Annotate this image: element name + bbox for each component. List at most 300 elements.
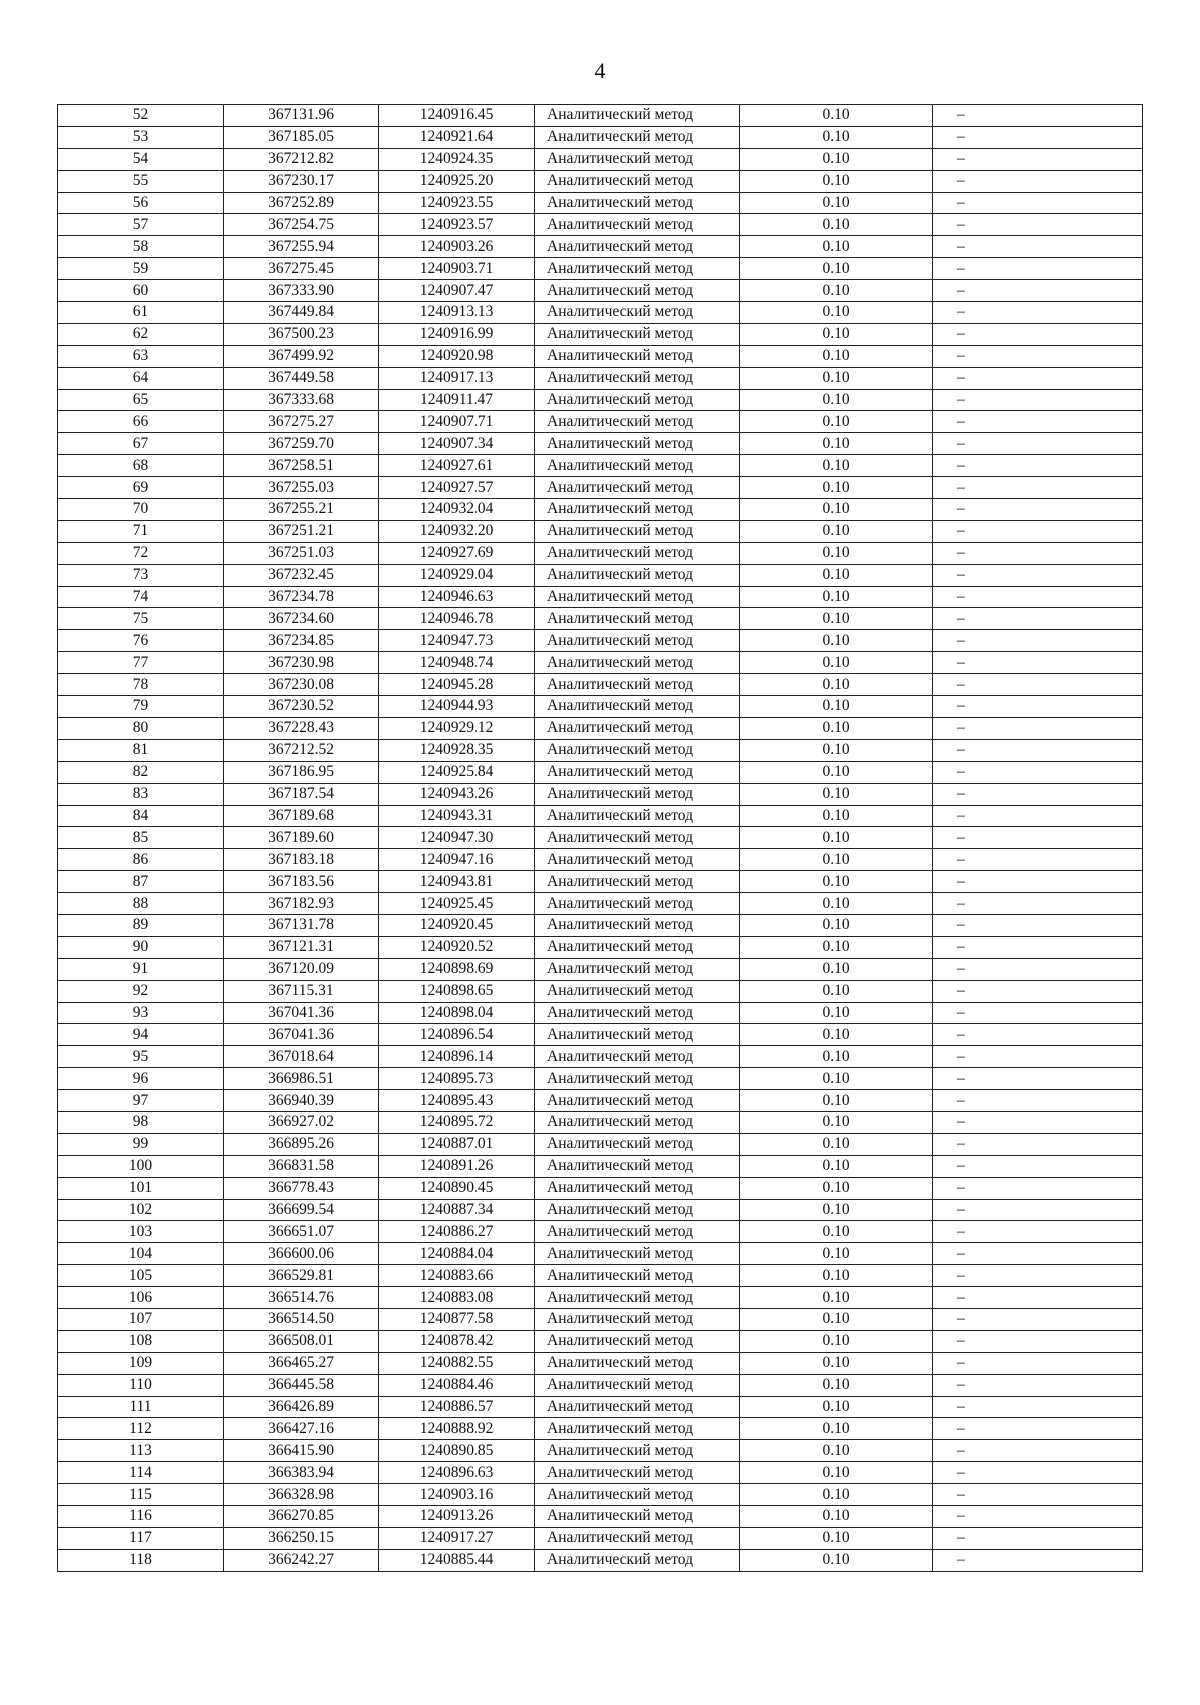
x-coordinate-cell: 366651.07 — [224, 1221, 379, 1243]
note-cell: – — [933, 1243, 1143, 1265]
note-cell: – — [933, 389, 1143, 411]
method-cell: Аналитический метод — [535, 1024, 740, 1046]
y-coordinate-cell: 1240888.92 — [379, 1418, 535, 1440]
point-number-cell: 95 — [58, 1046, 224, 1068]
y-coordinate-cell: 1240895.73 — [379, 1068, 535, 1090]
accuracy-cell: 0.10 — [740, 1484, 933, 1506]
x-coordinate-cell: 366426.89 — [224, 1396, 379, 1418]
method-cell: Аналитический метод — [535, 1111, 740, 1133]
y-coordinate-cell: 1240917.27 — [379, 1527, 535, 1549]
point-number-cell: 79 — [58, 696, 224, 718]
x-coordinate-cell: 367255.94 — [224, 236, 379, 258]
accuracy-cell: 0.10 — [740, 1024, 933, 1046]
point-number-cell: 71 — [58, 520, 224, 542]
method-cell: Аналитический метод — [535, 914, 740, 936]
y-coordinate-cell: 1240920.52 — [379, 936, 535, 958]
x-coordinate-cell: 367186.95 — [224, 761, 379, 783]
method-cell: Аналитический метод — [535, 608, 740, 630]
x-coordinate-cell: 366415.90 — [224, 1440, 379, 1462]
note-cell: – — [933, 674, 1143, 696]
table-row — [58, 674, 1143, 696]
y-coordinate-cell: 1240891.26 — [379, 1155, 535, 1177]
y-coordinate-cell: 1240920.98 — [379, 345, 535, 367]
y-coordinate-cell: 1240916.45 — [379, 105, 535, 127]
table-row — [58, 1133, 1143, 1155]
accuracy-cell: 0.10 — [740, 1002, 933, 1024]
table-row — [58, 1527, 1143, 1549]
x-coordinate-cell: 367230.08 — [224, 674, 379, 696]
accuracy-cell: 0.10 — [740, 1133, 933, 1155]
accuracy-cell: 0.10 — [740, 980, 933, 1002]
point-number-cell: 117 — [58, 1527, 224, 1549]
point-number-cell: 72 — [58, 542, 224, 564]
x-coordinate-cell: 366831.58 — [224, 1155, 379, 1177]
table-row — [58, 936, 1143, 958]
point-number-cell: 84 — [58, 805, 224, 827]
note-cell: – — [933, 1177, 1143, 1199]
accuracy-cell: 0.10 — [740, 1330, 933, 1352]
method-cell: Аналитический метод — [535, 1418, 740, 1440]
y-coordinate-cell: 1240943.81 — [379, 871, 535, 893]
accuracy-cell: 0.10 — [740, 936, 933, 958]
method-cell: Аналитический метод — [535, 827, 740, 849]
x-coordinate-cell: 366508.01 — [224, 1330, 379, 1352]
x-coordinate-cell: 366529.81 — [224, 1265, 379, 1287]
x-coordinate-cell: 367254.75 — [224, 214, 379, 236]
table-row — [58, 717, 1143, 739]
x-coordinate-cell: 367234.60 — [224, 608, 379, 630]
point-number-cell: 86 — [58, 849, 224, 871]
accuracy-cell: 0.10 — [740, 1396, 933, 1418]
point-number-cell: 53 — [58, 126, 224, 148]
method-cell: Аналитический метод — [535, 170, 740, 192]
y-coordinate-cell: 1240890.85 — [379, 1440, 535, 1462]
method-cell: Аналитический метод — [535, 1287, 740, 1309]
method-cell: Аналитический метод — [535, 652, 740, 674]
note-cell: – — [933, 280, 1143, 302]
accuracy-cell: 0.10 — [740, 1352, 933, 1374]
table-row — [58, 411, 1143, 433]
note-cell: – — [933, 1330, 1143, 1352]
x-coordinate-cell: 366427.16 — [224, 1418, 379, 1440]
method-cell: Аналитический метод — [535, 433, 740, 455]
point-number-cell: 70 — [58, 499, 224, 521]
table-row — [58, 1024, 1143, 1046]
note-cell: – — [933, 1090, 1143, 1112]
table-row — [58, 236, 1143, 258]
y-coordinate-cell: 1240885.44 — [379, 1549, 535, 1571]
method-cell: Аналитический метод — [535, 630, 740, 652]
note-cell: – — [933, 630, 1143, 652]
table-row — [58, 586, 1143, 608]
method-cell: Аналитический метод — [535, 1221, 740, 1243]
y-coordinate-cell: 1240947.30 — [379, 827, 535, 849]
accuracy-cell: 0.10 — [740, 783, 933, 805]
note-cell: – — [933, 499, 1143, 521]
method-cell: Аналитический метод — [535, 280, 740, 302]
point-number-cell: 75 — [58, 608, 224, 630]
table-row — [58, 1243, 1143, 1265]
table-body — [58, 105, 1143, 1572]
x-coordinate-cell: 366600.06 — [224, 1243, 379, 1265]
table-row — [58, 148, 1143, 170]
y-coordinate-cell: 1240896.14 — [379, 1046, 535, 1068]
y-coordinate-cell: 1240946.63 — [379, 586, 535, 608]
point-number-cell: 69 — [58, 477, 224, 499]
table-row — [58, 389, 1143, 411]
note-cell: – — [933, 608, 1143, 630]
method-cell: Аналитический метод — [535, 1155, 740, 1177]
x-coordinate-cell: 366514.76 — [224, 1287, 379, 1309]
y-coordinate-cell: 1240925.45 — [379, 893, 535, 915]
note-cell: – — [933, 345, 1143, 367]
table-row — [58, 1199, 1143, 1221]
y-coordinate-cell: 1240882.55 — [379, 1352, 535, 1374]
point-number-cell: 104 — [58, 1243, 224, 1265]
note-cell: – — [933, 1155, 1143, 1177]
method-cell: Аналитический метод — [535, 1199, 740, 1221]
y-coordinate-cell: 1240947.16 — [379, 849, 535, 871]
y-coordinate-cell: 1240927.61 — [379, 455, 535, 477]
x-coordinate-cell: 367499.92 — [224, 345, 379, 367]
y-coordinate-cell: 1240878.42 — [379, 1330, 535, 1352]
accuracy-cell: 0.10 — [740, 1527, 933, 1549]
method-cell: Аналитический метод — [535, 411, 740, 433]
y-coordinate-cell: 1240946.78 — [379, 608, 535, 630]
table-row — [58, 1418, 1143, 1440]
method-cell: Аналитический метод — [535, 1549, 740, 1571]
y-coordinate-cell: 1240925.84 — [379, 761, 535, 783]
note-cell: – — [933, 477, 1143, 499]
table-row — [58, 739, 1143, 761]
method-cell: Аналитический метод — [535, 739, 740, 761]
point-number-cell: 83 — [58, 783, 224, 805]
accuracy-cell: 0.10 — [740, 1265, 933, 1287]
accuracy-cell: 0.10 — [740, 761, 933, 783]
table-row — [58, 1002, 1143, 1024]
y-coordinate-cell: 1240883.66 — [379, 1265, 535, 1287]
x-coordinate-cell: 367234.85 — [224, 630, 379, 652]
table-row — [58, 893, 1143, 915]
method-cell: Аналитический метод — [535, 980, 740, 1002]
accuracy-cell: 0.10 — [740, 280, 933, 302]
note-cell: – — [933, 323, 1143, 345]
note-cell: – — [933, 433, 1143, 455]
accuracy-cell: 0.10 — [740, 1199, 933, 1221]
note-cell: – — [933, 214, 1143, 236]
y-coordinate-cell: 1240886.57 — [379, 1396, 535, 1418]
note-cell: – — [933, 302, 1143, 324]
table-row — [58, 564, 1143, 586]
x-coordinate-cell: 367131.78 — [224, 914, 379, 936]
x-coordinate-cell: 367212.82 — [224, 148, 379, 170]
point-number-cell: 59 — [58, 258, 224, 280]
table-row — [58, 1308, 1143, 1330]
accuracy-cell: 0.10 — [740, 367, 933, 389]
table-row — [58, 280, 1143, 302]
y-coordinate-cell: 1240887.34 — [379, 1199, 535, 1221]
y-coordinate-cell: 1240932.20 — [379, 520, 535, 542]
x-coordinate-cell: 367275.27 — [224, 411, 379, 433]
note-cell: – — [933, 739, 1143, 761]
method-cell: Аналитический метод — [535, 1396, 740, 1418]
point-number-cell: 82 — [58, 761, 224, 783]
accuracy-cell: 0.10 — [740, 170, 933, 192]
x-coordinate-cell: 367187.54 — [224, 783, 379, 805]
y-coordinate-cell: 1240898.69 — [379, 958, 535, 980]
method-cell: Аналитический метод — [535, 958, 740, 980]
note-cell: – — [933, 1440, 1143, 1462]
accuracy-cell: 0.10 — [740, 1155, 933, 1177]
accuracy-cell: 0.10 — [740, 1177, 933, 1199]
method-cell: Аналитический метод — [535, 499, 740, 521]
accuracy-cell: 0.10 — [740, 1111, 933, 1133]
note-cell: – — [933, 105, 1143, 127]
x-coordinate-cell: 367251.21 — [224, 520, 379, 542]
x-coordinate-cell: 366986.51 — [224, 1068, 379, 1090]
note-cell: – — [933, 411, 1143, 433]
x-coordinate-cell: 367115.31 — [224, 980, 379, 1002]
method-cell: Аналитический метод — [535, 893, 740, 915]
note-cell: – — [933, 1374, 1143, 1396]
x-coordinate-cell: 367255.21 — [224, 499, 379, 521]
point-number-cell: 101 — [58, 1177, 224, 1199]
note-cell: – — [933, 542, 1143, 564]
y-coordinate-cell: 1240928.35 — [379, 739, 535, 761]
table-row — [58, 805, 1143, 827]
method-cell: Аналитический метод — [535, 236, 740, 258]
table-row — [58, 1440, 1143, 1462]
note-cell: – — [933, 1199, 1143, 1221]
method-cell: Аналитический метод — [535, 192, 740, 214]
point-number-cell: 90 — [58, 936, 224, 958]
accuracy-cell: 0.10 — [740, 236, 933, 258]
x-coordinate-cell: 367230.52 — [224, 696, 379, 718]
y-coordinate-cell: 1240896.63 — [379, 1462, 535, 1484]
method-cell: Аналитический метод — [535, 258, 740, 280]
y-coordinate-cell: 1240944.93 — [379, 696, 535, 718]
note-cell: – — [933, 1024, 1143, 1046]
note-cell: – — [933, 652, 1143, 674]
accuracy-cell: 0.10 — [740, 717, 933, 739]
accuracy-cell: 0.10 — [740, 739, 933, 761]
note-cell: – — [933, 258, 1143, 280]
accuracy-cell: 0.10 — [740, 1243, 933, 1265]
method-cell: Аналитический метод — [535, 1462, 740, 1484]
point-number-cell: 56 — [58, 192, 224, 214]
accuracy-cell: 0.10 — [740, 323, 933, 345]
table-row — [58, 170, 1143, 192]
point-number-cell: 65 — [58, 389, 224, 411]
table-row — [58, 980, 1143, 1002]
note-cell: – — [933, 170, 1143, 192]
x-coordinate-cell: 367182.93 — [224, 893, 379, 915]
x-coordinate-cell: 367230.98 — [224, 652, 379, 674]
note-cell: – — [933, 893, 1143, 915]
point-number-cell: 62 — [58, 323, 224, 345]
accuracy-cell: 0.10 — [740, 564, 933, 586]
note-cell: – — [933, 192, 1143, 214]
table-row — [58, 827, 1143, 849]
coordinates-table — [57, 104, 1143, 1572]
accuracy-cell: 0.10 — [740, 520, 933, 542]
y-coordinate-cell: 1240920.45 — [379, 914, 535, 936]
table-row — [58, 608, 1143, 630]
method-cell: Аналитический метод — [535, 323, 740, 345]
x-coordinate-cell: 367121.31 — [224, 936, 379, 958]
method-cell: Аналитический метод — [535, 783, 740, 805]
point-number-cell: 97 — [58, 1090, 224, 1112]
table-row — [58, 696, 1143, 718]
point-number-cell: 64 — [58, 367, 224, 389]
y-coordinate-cell: 1240883.08 — [379, 1287, 535, 1309]
x-coordinate-cell: 366940.39 — [224, 1090, 379, 1112]
method-cell: Аналитический метод — [535, 542, 740, 564]
y-coordinate-cell: 1240927.57 — [379, 477, 535, 499]
point-number-cell: 91 — [58, 958, 224, 980]
x-coordinate-cell: 366383.94 — [224, 1462, 379, 1484]
note-cell: – — [933, 1068, 1143, 1090]
method-cell: Аналитический метод — [535, 367, 740, 389]
note-cell: – — [933, 805, 1143, 827]
note-cell: – — [933, 783, 1143, 805]
method-cell: Аналитический метод — [535, 1265, 740, 1287]
point-number-cell: 94 — [58, 1024, 224, 1046]
accuracy-cell: 0.10 — [740, 411, 933, 433]
note-cell: – — [933, 1133, 1143, 1155]
table-row — [58, 652, 1143, 674]
x-coordinate-cell: 367183.18 — [224, 849, 379, 871]
x-coordinate-cell: 366242.27 — [224, 1549, 379, 1571]
note-cell: – — [933, 1549, 1143, 1571]
table-row — [58, 1090, 1143, 1112]
note-cell: – — [933, 126, 1143, 148]
point-number-cell: 57 — [58, 214, 224, 236]
note-cell: – — [933, 1484, 1143, 1506]
accuracy-cell: 0.10 — [740, 477, 933, 499]
accuracy-cell: 0.10 — [740, 1221, 933, 1243]
accuracy-cell: 0.10 — [740, 827, 933, 849]
table-row — [58, 1287, 1143, 1309]
x-coordinate-cell: 367252.89 — [224, 192, 379, 214]
accuracy-cell: 0.10 — [740, 1549, 933, 1571]
method-cell: Аналитический метод — [535, 1330, 740, 1352]
accuracy-cell: 0.10 — [740, 455, 933, 477]
y-coordinate-cell: 1240903.71 — [379, 258, 535, 280]
point-number-cell: 73 — [58, 564, 224, 586]
y-coordinate-cell: 1240913.13 — [379, 302, 535, 324]
table-row — [58, 630, 1143, 652]
y-coordinate-cell: 1240903.16 — [379, 1484, 535, 1506]
y-coordinate-cell: 1240923.55 — [379, 192, 535, 214]
x-coordinate-cell: 367333.90 — [224, 280, 379, 302]
method-cell: Аналитический метод — [535, 586, 740, 608]
table-row — [58, 1111, 1143, 1133]
point-number-cell: 87 — [58, 871, 224, 893]
accuracy-cell: 0.10 — [740, 1090, 933, 1112]
y-coordinate-cell: 1240907.47 — [379, 280, 535, 302]
point-number-cell: 92 — [58, 980, 224, 1002]
method-cell: Аналитический метод — [535, 126, 740, 148]
x-coordinate-cell: 366895.26 — [224, 1133, 379, 1155]
table-row — [58, 1484, 1143, 1506]
table-row — [58, 367, 1143, 389]
y-coordinate-cell: 1240913.26 — [379, 1506, 535, 1528]
y-coordinate-cell: 1240932.04 — [379, 499, 535, 521]
point-number-cell: 58 — [58, 236, 224, 258]
accuracy-cell: 0.10 — [740, 499, 933, 521]
y-coordinate-cell: 1240886.27 — [379, 1221, 535, 1243]
y-coordinate-cell: 1240916.99 — [379, 323, 535, 345]
x-coordinate-cell: 367183.56 — [224, 871, 379, 893]
table-row — [58, 433, 1143, 455]
point-number-cell: 112 — [58, 1418, 224, 1440]
table-row — [58, 1177, 1143, 1199]
table-row — [58, 783, 1143, 805]
note-cell: – — [933, 1396, 1143, 1418]
table-row — [58, 542, 1143, 564]
point-number-cell: 118 — [58, 1549, 224, 1571]
y-coordinate-cell: 1240924.35 — [379, 148, 535, 170]
accuracy-cell: 0.10 — [740, 958, 933, 980]
y-coordinate-cell: 1240925.20 — [379, 170, 535, 192]
accuracy-cell: 0.10 — [740, 630, 933, 652]
accuracy-cell: 0.10 — [740, 105, 933, 127]
point-number-cell: 111 — [58, 1396, 224, 1418]
note-cell: – — [933, 520, 1143, 542]
y-coordinate-cell: 1240907.71 — [379, 411, 535, 433]
accuracy-cell: 0.10 — [740, 652, 933, 674]
x-coordinate-cell: 367333.68 — [224, 389, 379, 411]
point-number-cell: 110 — [58, 1374, 224, 1396]
table-row — [58, 499, 1143, 521]
note-cell: – — [933, 1287, 1143, 1309]
note-cell: – — [933, 1046, 1143, 1068]
point-number-cell: 63 — [58, 345, 224, 367]
method-cell: Аналитический метод — [535, 805, 740, 827]
x-coordinate-cell: 367041.36 — [224, 1024, 379, 1046]
method-cell: Аналитический метод — [535, 1046, 740, 1068]
y-coordinate-cell: 1240929.12 — [379, 717, 535, 739]
point-number-cell: 61 — [58, 302, 224, 324]
method-cell: Аналитический метод — [535, 849, 740, 871]
x-coordinate-cell: 366778.43 — [224, 1177, 379, 1199]
point-number-cell: 78 — [58, 674, 224, 696]
point-number-cell: 67 — [58, 433, 224, 455]
x-coordinate-cell: 366927.02 — [224, 1111, 379, 1133]
method-cell: Аналитический метод — [535, 871, 740, 893]
note-cell: – — [933, 564, 1143, 586]
table-row — [58, 1155, 1143, 1177]
x-coordinate-cell: 366514.50 — [224, 1308, 379, 1330]
x-coordinate-cell: 366465.27 — [224, 1352, 379, 1374]
note-cell: – — [933, 1418, 1143, 1440]
x-coordinate-cell: 366445.58 — [224, 1374, 379, 1396]
accuracy-cell: 0.10 — [740, 696, 933, 718]
method-cell: Аналитический метод — [535, 148, 740, 170]
y-coordinate-cell: 1240948.74 — [379, 652, 535, 674]
table-row — [58, 323, 1143, 345]
x-coordinate-cell: 367258.51 — [224, 455, 379, 477]
accuracy-cell: 0.10 — [740, 345, 933, 367]
note-cell: – — [933, 586, 1143, 608]
note-cell: – — [933, 367, 1143, 389]
method-cell: Аналитический метод — [535, 1440, 740, 1462]
accuracy-cell: 0.10 — [740, 1418, 933, 1440]
point-number-cell: 93 — [58, 1002, 224, 1024]
method-cell: Аналитический метод — [535, 1506, 740, 1528]
y-coordinate-cell: 1240945.28 — [379, 674, 535, 696]
